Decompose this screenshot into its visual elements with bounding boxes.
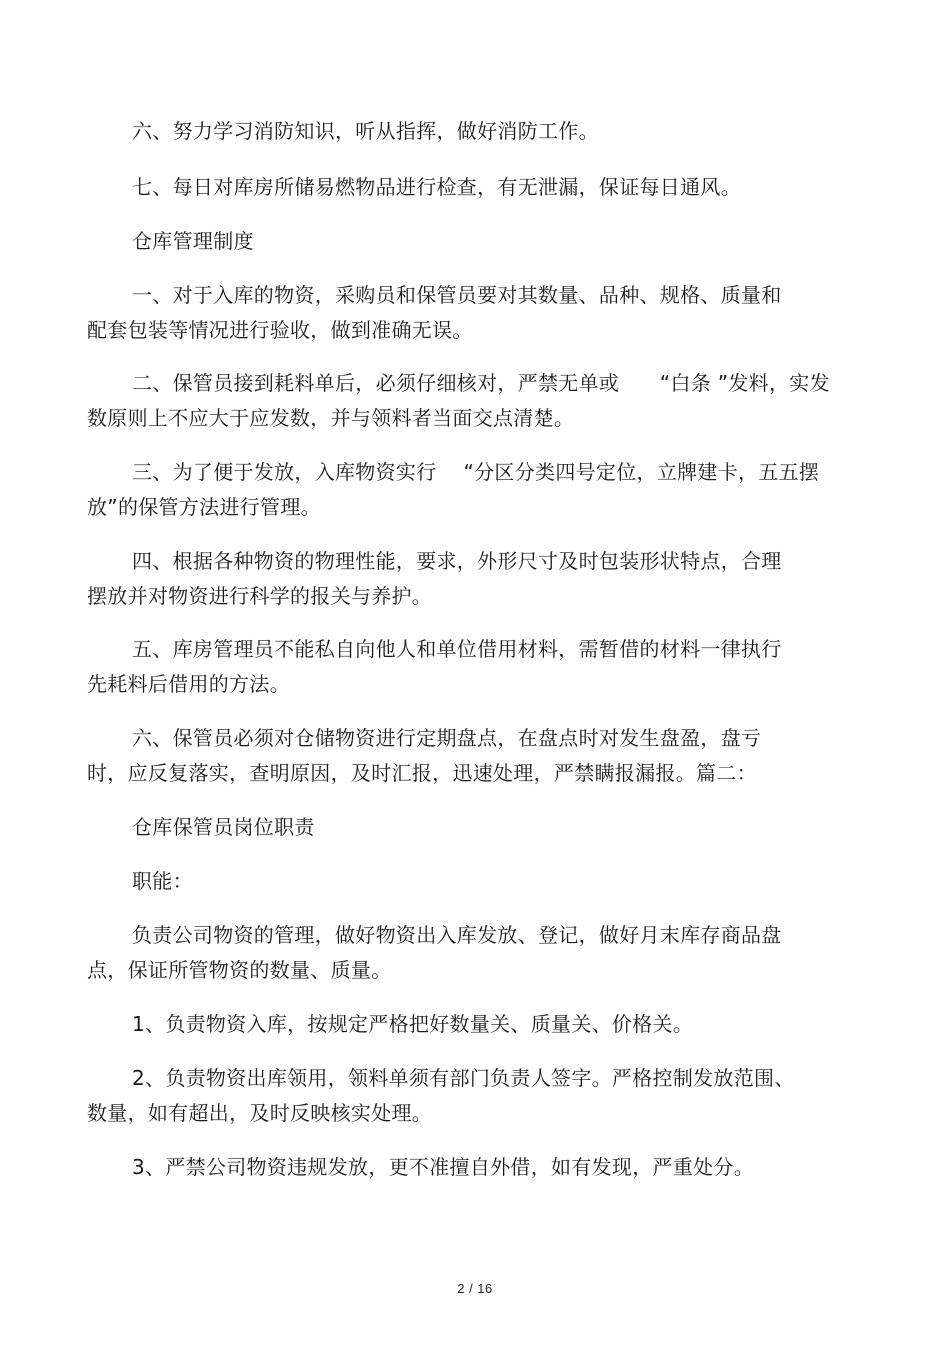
paragraph-line: 时，应反复落实，查明原因，及时汇报，迅速处理，严禁瞒报漏报。篇二： — [87, 761, 757, 785]
list-item: 1、负责物资入库，按规定严格把好数量关、质量关、价格关。 — [132, 1012, 694, 1036]
list-item: 3、严禁公司物资违规发放，更不准擅自外借，如有发现，严重处分。 — [132, 1155, 755, 1179]
paragraph-line: 二、保管员接到耗料单后，必须仔细核对，严禁无单或 “白条 ”发料，实发 — [132, 371, 830, 395]
paragraph-line: 先耗料后借用的方法。 — [87, 672, 290, 696]
paragraph-line: 三、为了便于发放，入库物资实行 “分区分类四号定位，立牌建卡，五五摆 — [132, 460, 820, 484]
paragraph-line: 负责公司物资的管理，做好物资出入库发放、登记，做好月末库存商品盘 — [132, 923, 782, 947]
paragraph-line: 放”的保管方法进行管理。 — [87, 495, 321, 519]
paragraph-line: 摆放并对物资进行科学的报关与养护。 — [87, 584, 433, 608]
section-heading: 仓库保管员岗位职责 — [132, 815, 315, 839]
paragraph-line: 职能： — [132, 869, 193, 893]
paragraph-line: 四、根据各种物资的物理性能，要求，外形尺寸及时包装形状特点，合理 — [132, 549, 782, 573]
paragraph-line: 一、对于入库的物资，采购员和保管员要对其数量、品种、规格、质量和 — [132, 283, 782, 307]
list-item: 数量，如有超出，及时反映核实处理。 — [87, 1101, 433, 1125]
paragraph-line: 配套包装等情况进行验收，做到准确无误。 — [87, 318, 473, 342]
paragraph-line: 五、库房管理员不能私自向他人和单位借用材料，需暂借的材料一律执行 — [132, 637, 782, 661]
section-heading: 仓库管理制度 — [132, 229, 254, 253]
list-item: 2、负责物资出库领用，领料单须有部门负责人签字。严格控制发放范围、 — [132, 1066, 795, 1090]
paragraph-line: 六、努力学习消防知识，听从指挥，做好消防工作。 — [132, 119, 599, 143]
paragraph-line: 点，保证所管物资的数量、质量。 — [87, 958, 392, 982]
paragraph-line: 数原则上不应大于应发数，并与领料者当面交点清楚。 — [87, 406, 575, 430]
paragraph-line: 七、每日对库房所储易燃物品进行检查，有无泄漏，保证每日通风。 — [132, 175, 741, 199]
page-number: 2 / 16 — [457, 1281, 493, 1296]
paragraph-line: 六、保管员必须对仓储物资进行定期盘点，在盘点时对发生盘盈，盘亏 — [132, 726, 762, 750]
